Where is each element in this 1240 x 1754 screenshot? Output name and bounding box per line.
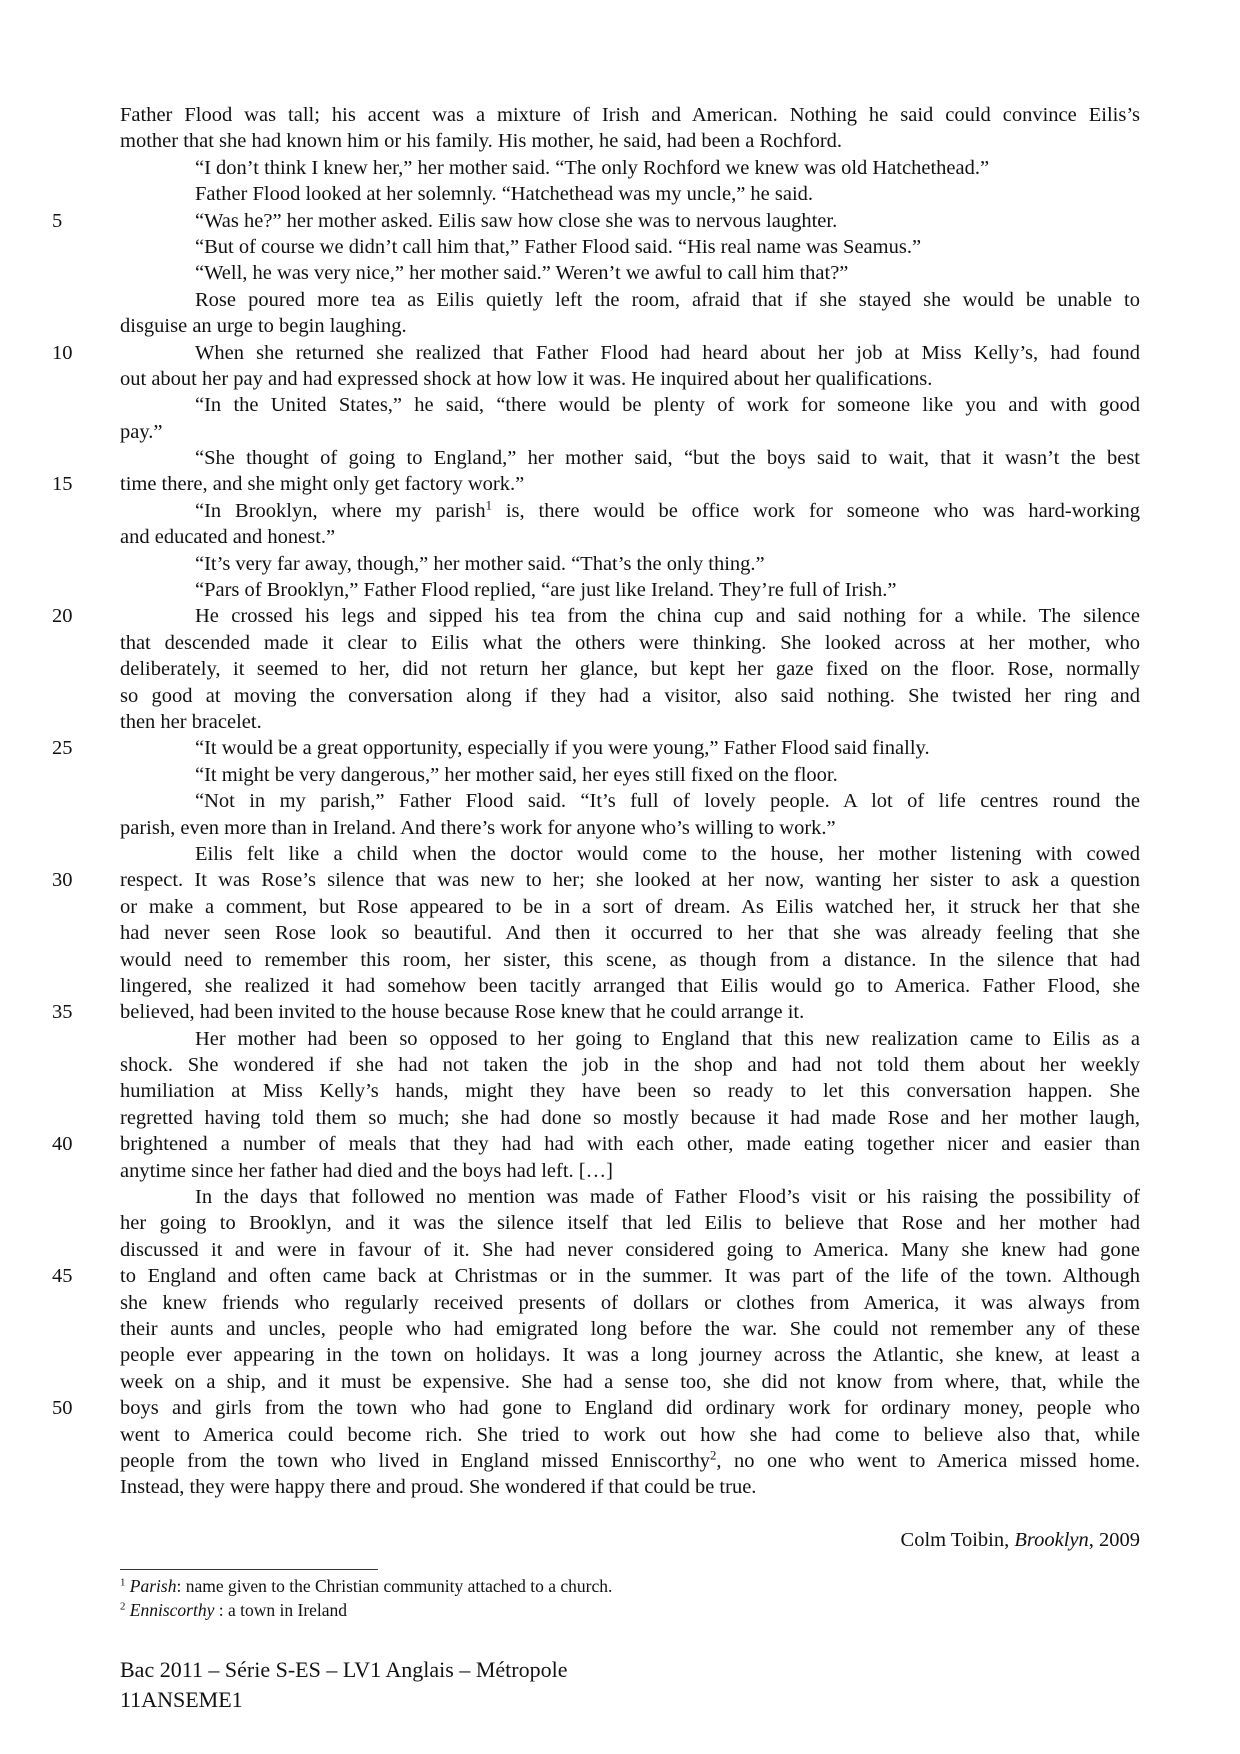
text-line xyxy=(120,498,1140,524)
line-text xyxy=(120,867,1140,893)
footnote-separator xyxy=(120,1569,378,1570)
text-segment: “Not in my parish,” Father Flood said. “It’s full of lovely people. A lot of life centres round the xyxy=(195,790,1140,813)
text-line xyxy=(52,1131,1140,1157)
footnotes xyxy=(120,1574,612,1622)
exam-code: 11ANSEME1 xyxy=(120,1687,243,1712)
text-line xyxy=(120,551,1140,577)
text-segment: their aunts and uncles, people who had emigrated long before the war. She could not remember any of these xyxy=(120,1317,1140,1340)
text-segment: “In Brooklyn, where my parish xyxy=(195,499,486,522)
text-segment: then her bracelet. xyxy=(120,710,262,733)
text-line xyxy=(52,867,1140,893)
text-line xyxy=(120,1052,1140,1078)
line-text xyxy=(120,1078,1140,1104)
text-line xyxy=(52,208,1140,234)
footnote-2-term: Enniscorthy xyxy=(129,1600,215,1620)
line-text xyxy=(120,841,1140,867)
line-text xyxy=(120,419,1140,445)
line-number: 30 xyxy=(52,869,73,892)
text-line xyxy=(120,1290,1140,1316)
line-text xyxy=(120,577,1140,603)
line-text xyxy=(120,102,1140,128)
line-text xyxy=(120,260,1140,286)
text-line xyxy=(120,762,1140,788)
text-segment: believed, had been invited to the house because Rose knew that he could arrange it. xyxy=(120,1001,805,1024)
text-line xyxy=(120,419,1140,445)
text-line xyxy=(120,1026,1140,1052)
text-line xyxy=(120,1369,1140,1395)
text-segment: and educated and honest.” xyxy=(120,526,336,549)
text-line xyxy=(120,1105,1140,1131)
line-text xyxy=(120,1474,1140,1500)
text-segment: Instead, they were happy there and proud. She wondered if that could be true. xyxy=(120,1476,757,1499)
line-text xyxy=(120,1342,1140,1368)
text-segment: respect. It was Rose’s silence that was new to her; she looked at her now, wanting her sister to ask a question xyxy=(120,869,1140,892)
line-number: 35 xyxy=(52,1001,73,1024)
line-text xyxy=(120,762,1140,788)
text-line xyxy=(120,920,1140,946)
line-text xyxy=(120,735,1140,761)
text-segment: anytime since her father had died and the boys had left. […] xyxy=(120,1159,613,1182)
text-line xyxy=(120,392,1140,418)
text-line xyxy=(52,1395,1140,1421)
text-segment: “In the United States,” he said, “there would be plenty of work for someone like you and with good xyxy=(195,394,1140,417)
line-number: 10 xyxy=(52,341,73,364)
text-segment: “I don’t think I knew her,” her mother said. “The only Rochford we knew was old Hatchethead.” xyxy=(195,156,990,179)
line-text xyxy=(120,287,1140,313)
text-segment: Eilis felt like a child when the doctor would come to the house, her mother listening with cowed xyxy=(195,842,1140,865)
text-segment: that descended made it clear to Eilis what the others were thinking. She looked across at her mother, who xyxy=(120,631,1140,654)
text-segment: mother that she had known him or his family. His mother, he said, had been a Rochford. xyxy=(120,130,843,153)
text-segment: went to America could become rich. She tried to work out how she had come to believe also that, while xyxy=(120,1423,1140,1446)
text-line xyxy=(120,656,1140,682)
text-line xyxy=(120,260,1140,286)
line-number: 25 xyxy=(52,737,73,760)
text-line xyxy=(120,524,1140,550)
line-text xyxy=(120,340,1140,366)
text-line xyxy=(120,709,1140,735)
text-segment: deliberately, it seemed to her, did not return her glance, but kept her gaze fixed on the floor. Rose, normally xyxy=(120,658,1140,681)
footnote-1-term: Parish xyxy=(129,1576,177,1596)
text-segment: parish, even more than in Ireland. And there’s work for anyone who’s willing to work.” xyxy=(120,816,836,839)
text-segment: people ever appearing in the town on holidays. It was a long journey across the Atlantic, she knew, at least a xyxy=(120,1344,1140,1367)
text-line xyxy=(120,128,1140,154)
text-line xyxy=(120,287,1140,313)
text-line xyxy=(120,630,1140,656)
line-text xyxy=(120,1422,1140,1448)
text-line xyxy=(120,155,1140,181)
text-segment: humiliation at Miss Kelly’s hands, might they have been so ready to let this conversation happen. She xyxy=(120,1080,1140,1103)
text-line xyxy=(120,181,1140,207)
line-text xyxy=(120,366,1140,392)
text-line xyxy=(120,973,1140,999)
line-number: 45 xyxy=(52,1265,73,1288)
text-segment: is, there would be office work for someone who was hard-working xyxy=(491,499,1140,522)
line-text xyxy=(120,155,1140,181)
text-line xyxy=(120,947,1140,973)
text-line xyxy=(120,102,1140,128)
line-text xyxy=(120,313,1140,339)
text-line xyxy=(120,894,1140,920)
footnote-marker: 1 xyxy=(485,498,492,513)
line-text xyxy=(120,709,1140,735)
line-text xyxy=(120,788,1140,814)
line-text xyxy=(120,1263,1140,1289)
text-line xyxy=(120,1422,1140,1448)
line-number: 15 xyxy=(52,473,73,496)
line-text xyxy=(120,1316,1140,1342)
line-text xyxy=(120,1237,1140,1263)
text-segment: had never seen Rose look so beautiful. And then it occurred to her that she was already feeling that she xyxy=(120,922,1140,945)
line-text xyxy=(120,1131,1140,1157)
text-line xyxy=(120,1474,1140,1500)
line-number: 40 xyxy=(52,1133,73,1156)
passage-text xyxy=(52,102,1140,1501)
text-segment: would need to remember this room, her sister, this scene, as though from a distance. In the silence that had xyxy=(120,948,1140,971)
text-segment: “Well, he was very nice,” her mother said.” Weren’t we awful to call him that?” xyxy=(195,262,849,285)
line-text xyxy=(120,392,1140,418)
text-segment: boys and girls from the town who had gone to England did ordinary work for ordinary money, people who xyxy=(120,1397,1140,1420)
text-line xyxy=(120,313,1140,339)
text-segment: “It’s very far away, though,” her mother said. “That’s the only thing.” xyxy=(195,552,765,575)
line-text xyxy=(120,128,1140,154)
text-line xyxy=(52,603,1140,629)
text-segment: to England and often came back at Christmas or in the summer. It was part of the life of the town. Although xyxy=(120,1265,1140,1288)
text-line xyxy=(120,1184,1140,1210)
line-text xyxy=(120,1184,1140,1210)
text-segment: “It might be very dangerous,” her mother said, her eyes still fixed on the floor. xyxy=(195,763,838,786)
text-line xyxy=(120,815,1140,841)
line-number: 50 xyxy=(52,1397,73,1420)
text-line xyxy=(120,1210,1140,1236)
line-text xyxy=(120,1210,1140,1236)
text-line xyxy=(120,366,1140,392)
text-segment: her going to Brooklyn, and it was the silence itself that led Eilis to believe that Rose and her mother had xyxy=(120,1212,1140,1235)
text-segment: lingered, she realized it had somehow been tacitly arranged that Eilis would go to America. Father Flood, she xyxy=(120,974,1140,997)
line-text xyxy=(120,1052,1140,1078)
footnote-1-number: 1 xyxy=(120,1576,126,1589)
attribution-year: , 2009 xyxy=(1088,1529,1140,1551)
text-line xyxy=(120,1078,1140,1104)
footnote-1-definition: : name given to the Christian community attached to a church. xyxy=(176,1576,613,1596)
text-segment: brightened a number of meals that they had had with each other, made eating together nicer and easier than xyxy=(120,1133,1140,1156)
text-segment: In the days that followed no mention was made of Father Flood’s visit or his raising the possibility of xyxy=(195,1186,1140,1209)
text-segment: time there, and she might only get factory work.” xyxy=(120,473,525,496)
text-segment: week on a ship, and it must be expensive. She had a sense too, she did not know from where, that, while the xyxy=(120,1370,1140,1393)
line-text xyxy=(120,603,1140,629)
line-text xyxy=(120,181,1140,207)
attribution-author: Colm Toibin, xyxy=(900,1529,1015,1551)
line-number: 5 xyxy=(52,209,63,232)
text-line xyxy=(120,234,1140,260)
text-segment: “It would be a great opportunity, especially if you were young,” Father Flood said finally. xyxy=(195,737,930,760)
line-text xyxy=(120,1369,1140,1395)
text-segment: He crossed his legs and sipped his tea from the china cup and said nothing for a while. The silence xyxy=(195,605,1140,628)
footnote-2-number: 2 xyxy=(120,1600,126,1613)
line-text xyxy=(120,973,1140,999)
text-segment: “Pars of Brooklyn,” Father Flood replied, “are just like Ireland. They’re full of Irish.” xyxy=(195,579,897,602)
text-segment: shock. She wondered if she had not taken the job in the shop and had not told them about her weekly xyxy=(120,1054,1140,1077)
exam-title: Bac 2011 – Série S-ES – LV1 Anglais – Métropole xyxy=(120,1657,568,1682)
line-text xyxy=(120,234,1140,260)
text-segment: , no one who went to America missed home. xyxy=(716,1449,1140,1472)
text-segment: people from the town who lived in England missed Enniscorthy xyxy=(120,1449,710,1472)
text-line xyxy=(52,735,1140,761)
text-segment: discussed it and were in favour of it. She had never considered going to America. Many she knew had gone xyxy=(120,1238,1140,1261)
line-text xyxy=(120,920,1140,946)
text-line xyxy=(120,683,1140,709)
text-segment: out about her pay and had expressed shock at how low it was. He inquired about her qualifications. xyxy=(120,367,933,390)
text-segment: “Was he?” her mother asked. Eilis saw how close she was to nervous laughter. xyxy=(195,209,838,232)
text-segment: “But of course we didn’t call him that,” Father Flood said. “His real name was Seamus.” xyxy=(195,235,922,258)
text-line xyxy=(120,1237,1140,1263)
footnote-marker: 2 xyxy=(709,1448,717,1463)
line-text xyxy=(120,630,1140,656)
text-segment: Father Flood looked at her solemnly. “Hatchethead was my uncle,” he said. xyxy=(195,183,814,206)
line-text xyxy=(120,999,1140,1025)
text-segment: she knew friends who regularly received presents of dollars or clothes from America, it was always from xyxy=(120,1291,1140,1314)
source-attribution xyxy=(901,1527,1140,1553)
line-text xyxy=(120,1105,1140,1131)
text-line xyxy=(120,445,1140,471)
line-text xyxy=(120,498,1140,524)
text-line xyxy=(120,788,1140,814)
footnote-2-definition: : a town in Ireland xyxy=(214,1600,348,1620)
line-number: 20 xyxy=(52,605,73,628)
line-text xyxy=(120,208,1140,234)
line-text xyxy=(120,947,1140,973)
footnote-2 xyxy=(120,1598,612,1622)
text-line xyxy=(120,841,1140,867)
text-line xyxy=(52,471,1140,497)
text-segment: When she returned she realized that Father Flood had heard about her job at Miss Kelly’s, had found xyxy=(195,341,1140,364)
attribution-title: Brooklyn xyxy=(1014,1529,1089,1551)
text-segment: Father Flood was tall; his accent was a mixture of Irish and American. Nothing he said could convince Eilis’s xyxy=(120,104,1140,126)
line-text xyxy=(120,1395,1140,1421)
line-text xyxy=(120,1448,1140,1474)
line-text xyxy=(120,1158,1140,1184)
text-line xyxy=(120,1342,1140,1368)
text-line xyxy=(120,1316,1140,1342)
text-segment: disguise an urge to begin laughing. xyxy=(120,315,407,338)
footnote-1 xyxy=(120,1574,612,1598)
text-segment: or make a comment, but Rose appeared to be in a sort of dream. As Eilis watched her, it struck her that she xyxy=(120,895,1140,918)
page-footer xyxy=(120,1655,568,1715)
line-text xyxy=(120,1026,1140,1052)
text-line xyxy=(120,577,1140,603)
text-line xyxy=(120,1158,1140,1184)
text-segment: pay.” xyxy=(120,420,163,443)
text-segment: Rose poured more tea as Eilis quietly left the room, afraid that if she stayed she would be unable to xyxy=(195,288,1140,311)
line-text xyxy=(120,551,1140,577)
text-line xyxy=(120,1448,1140,1474)
text-segment: “She thought of going to England,” her mother said, “but the boys said to wait, that it wasn’t the best xyxy=(195,447,1140,470)
line-text xyxy=(120,815,1140,841)
line-text xyxy=(120,683,1140,709)
line-text xyxy=(120,524,1140,550)
line-text xyxy=(120,445,1140,471)
text-line xyxy=(52,340,1140,366)
text-line xyxy=(52,1263,1140,1289)
text-segment: regretted having told them so much; she had done so mostly because it had made Rose and her mother laugh, xyxy=(120,1106,1140,1129)
text-line xyxy=(52,999,1140,1025)
line-text xyxy=(120,656,1140,682)
line-text xyxy=(120,471,1140,497)
text-segment: Her mother had been so opposed to her going to England that this new realization came to Eilis as a xyxy=(195,1027,1140,1050)
text-segment: so good at moving the conversation along if they had a visitor, also said nothing. She twisted her ring and xyxy=(120,684,1140,707)
line-text xyxy=(120,894,1140,920)
line-text xyxy=(120,1290,1140,1316)
